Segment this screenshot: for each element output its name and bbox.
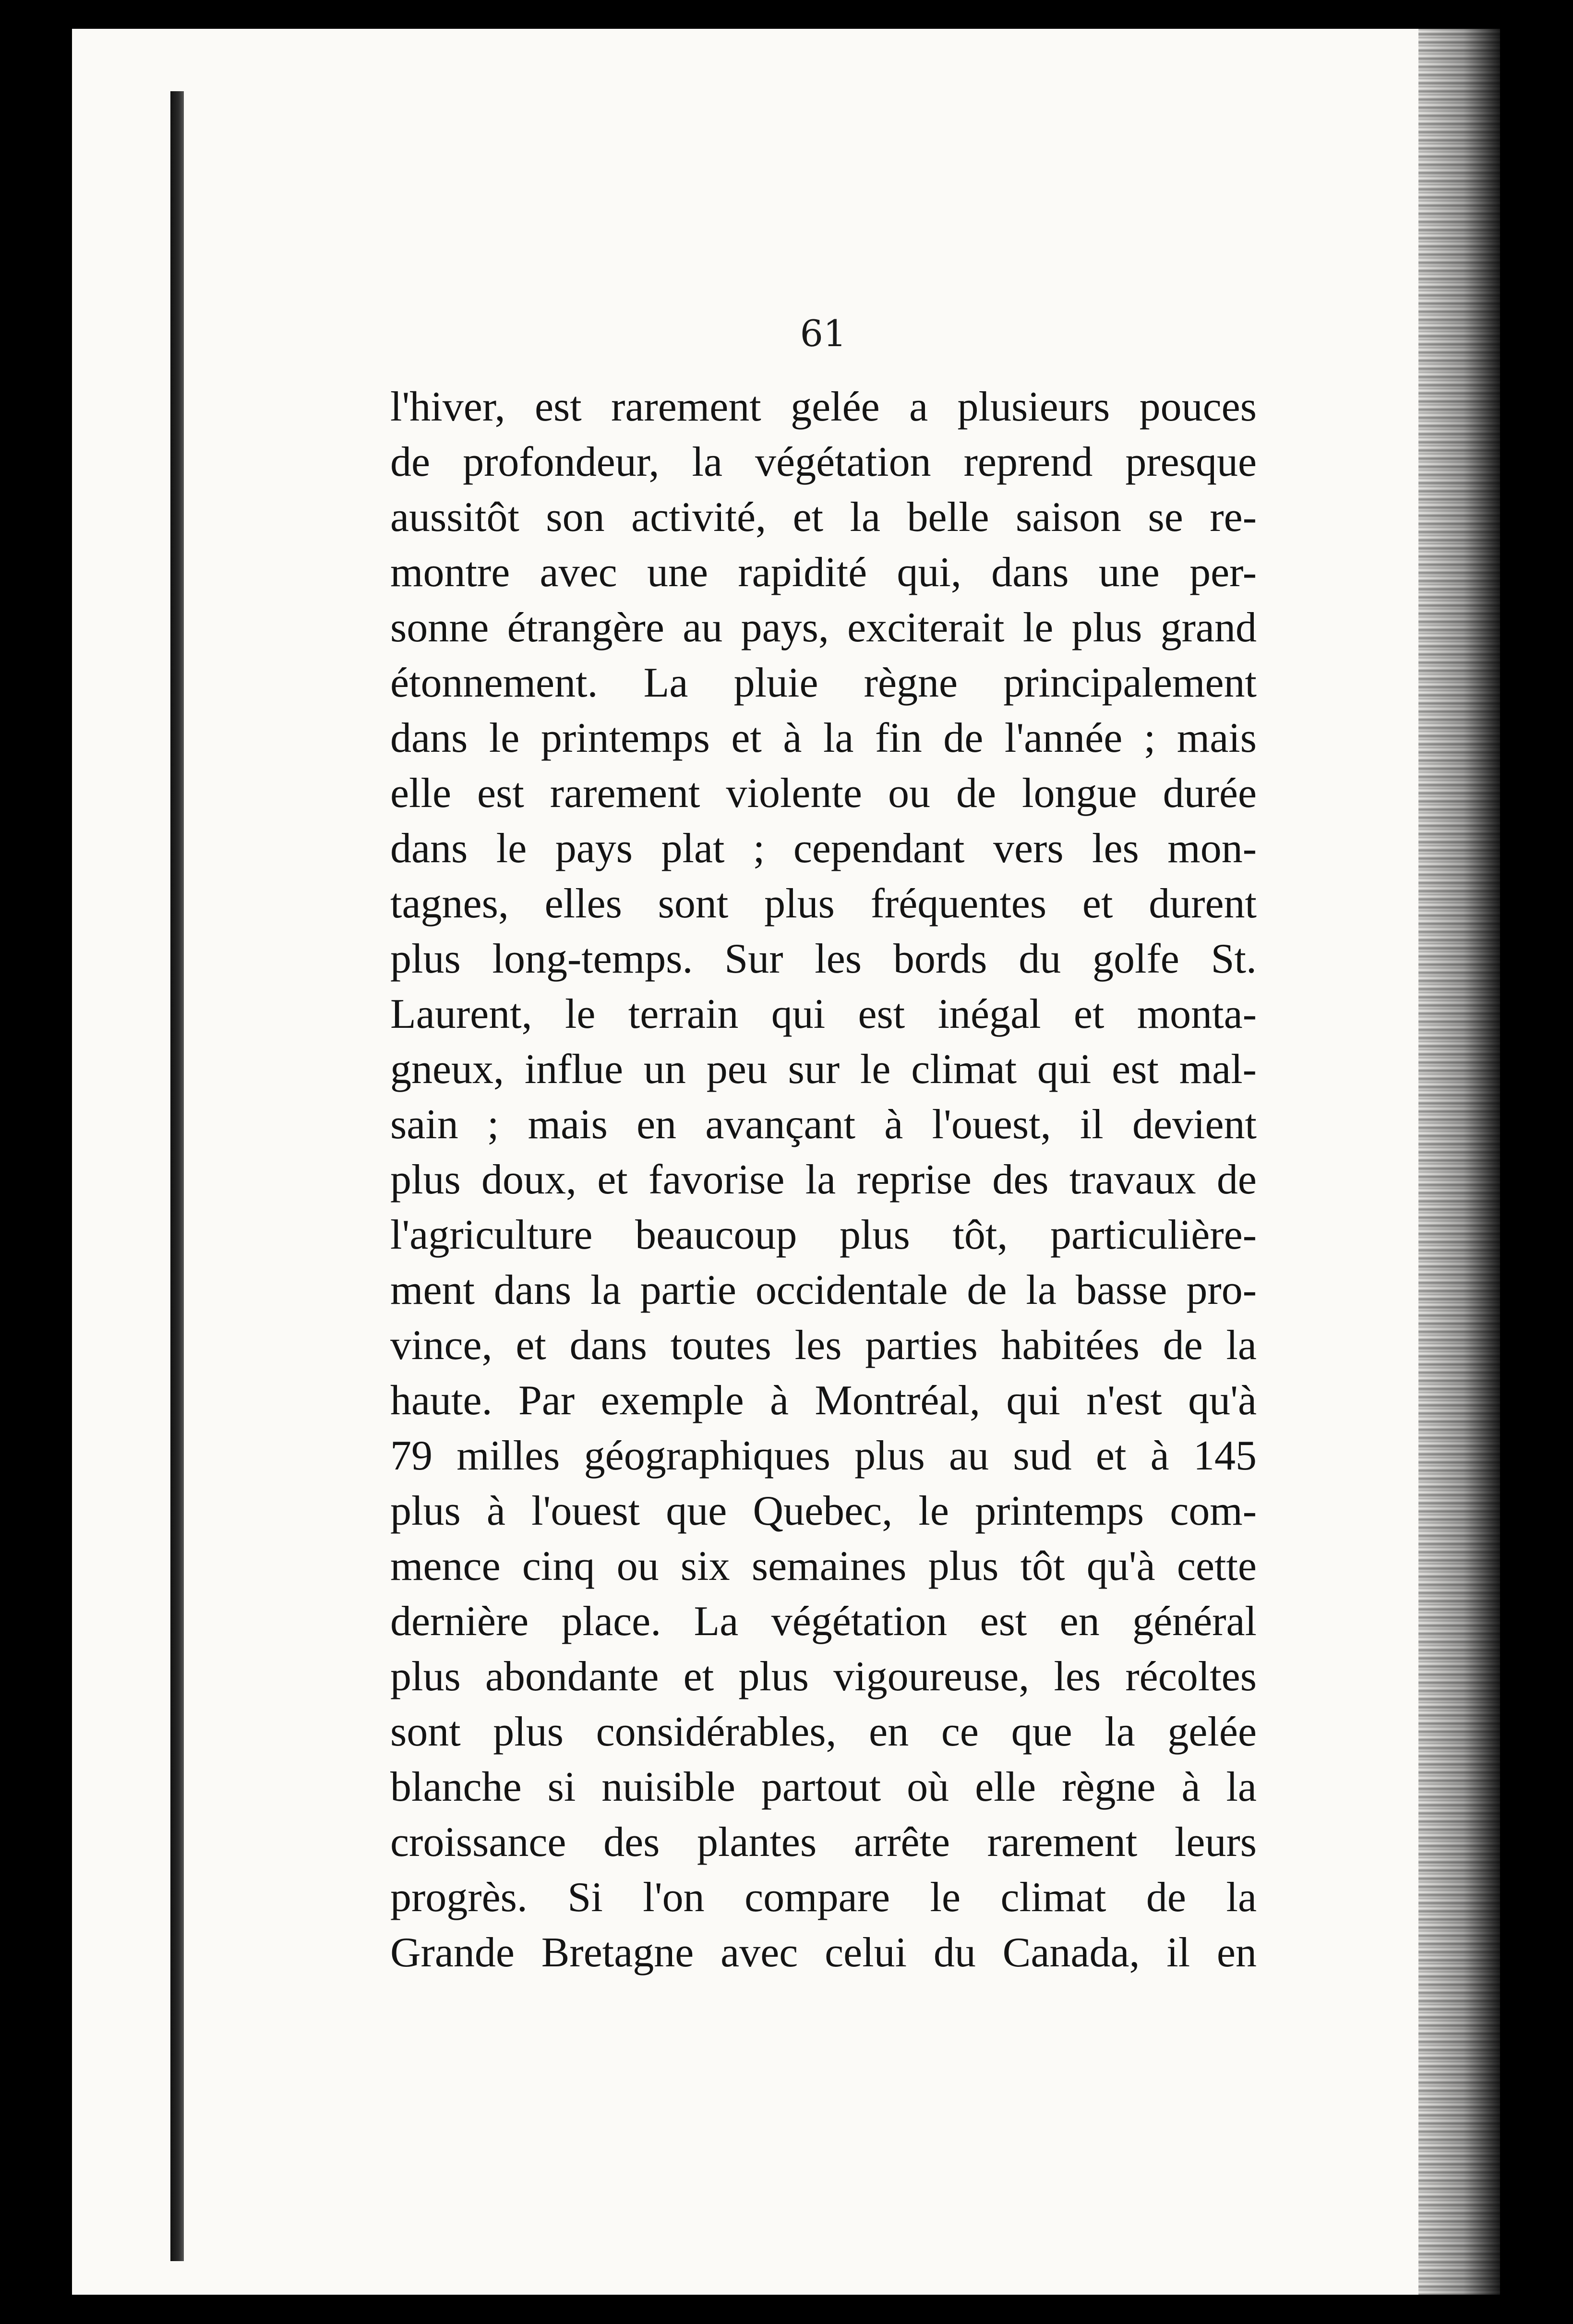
book-page	[72, 29, 1500, 2295]
text-line: gneux, influe un peu sur le climat qui est mal-	[390, 1046, 1257, 1093]
text-line: l'agriculture beaucoup plus tôt, particulière-	[390, 1212, 1257, 1258]
text-line: 79 milles géographiques plus au sud et à 145	[390, 1433, 1257, 1479]
binding-edge	[170, 91, 184, 2261]
text-line: dans le printemps et à la fin de l'année ; mais	[390, 715, 1257, 761]
text-line: plus à l'ouest que Quebec, le printemps com-	[390, 1488, 1257, 1534]
text-line: dernière place. La végétation est en général	[390, 1598, 1257, 1645]
text-line: aussitôt son activité, et la belle saison se re-	[390, 494, 1257, 541]
text-line: vince, et dans toutes les parties habitées de la	[390, 1322, 1257, 1369]
text-line: dans le pays plat ; cependant vers les mon-	[390, 825, 1257, 872]
text-line: progrès. Si l'on compare le climat de la	[390, 1874, 1257, 1921]
text-line: étonnement. La pluie règne principalement	[390, 660, 1257, 706]
text-line: plus abondante et plus vigoureuse, les récoltes	[390, 1653, 1257, 1700]
text-line: blanche si nuisible partout où elle règne à la	[390, 1764, 1257, 1810]
text-line: montre avec une rapidité qui, dans une per-	[390, 549, 1257, 596]
text-line: l'hiver, est rarement gelée a plusieurs pouces	[390, 384, 1257, 430]
text-line: elle est rarement violente ou de longue durée	[390, 770, 1257, 817]
text-line: Grande Bretagne avec celui du Canada, il en	[390, 1929, 1257, 1976]
text-line: plus doux, et favorise la reprise des travaux de	[390, 1156, 1257, 1203]
text-line: Laurent, le terrain qui est inégal et monta-	[390, 991, 1257, 1037]
text-line: croissance des plantes arrête rarement leurs	[390, 1819, 1257, 1866]
text-line: sonne étrangère au pays, exciterait le plus grand	[390, 604, 1257, 651]
page-number: 61	[800, 312, 847, 355]
text-line: ment dans la partie occidentale de la basse pro-	[390, 1267, 1257, 1313]
text-line: sain ; mais en avançant à l'ouest, il devient	[390, 1101, 1257, 1148]
body-text	[390, 379, 1257, 1980]
text-line: sont plus considérables, en ce que la gelée	[390, 1709, 1257, 1755]
text-line: mence cinq ou six semaines plus tôt qu'à cette	[390, 1543, 1257, 1589]
text-line: plus long-temps. Sur les bords du golfe St.	[390, 936, 1257, 982]
text-line: tagnes, elles sont plus fréquentes et durent	[390, 880, 1257, 927]
text-line: haute. Par exemple à Montréal, qui n'est qu'à	[390, 1377, 1257, 1424]
text-line: de profondeur, la végétation reprend presque	[390, 439, 1257, 485]
page-fore-edge	[1418, 29, 1500, 2295]
